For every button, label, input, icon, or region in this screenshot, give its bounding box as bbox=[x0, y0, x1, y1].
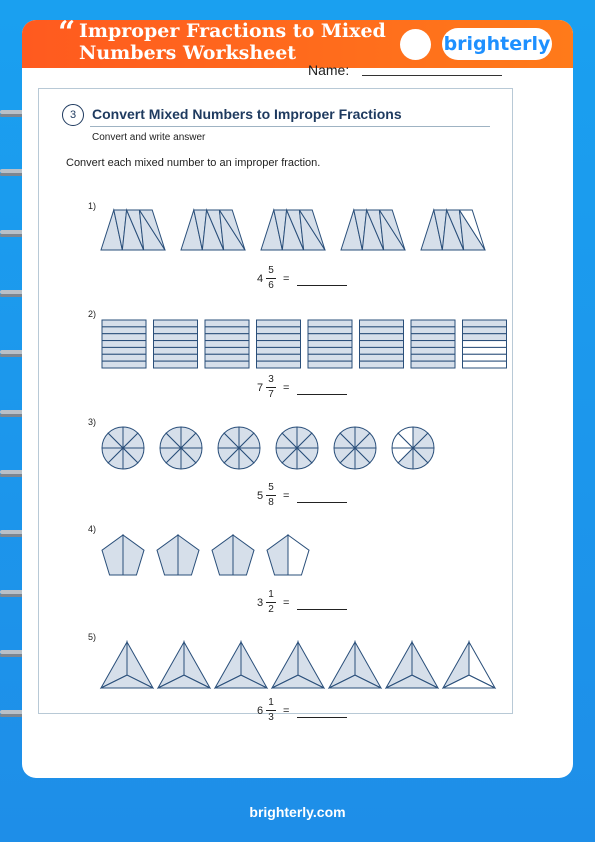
rectangle-model bbox=[360, 320, 404, 368]
rectangle-model bbox=[257, 320, 301, 368]
worksheet-title: Improper Fractions to Mixed Numbers Worksheet bbox=[79, 20, 386, 64]
mixed-number-answer bbox=[257, 697, 357, 727]
whole-number: 5 bbox=[257, 490, 264, 502]
question-label: 1) bbox=[88, 201, 97, 211]
fraction-models bbox=[0, 533, 420, 577]
circle-model bbox=[218, 427, 260, 469]
question-label: 2) bbox=[88, 309, 97, 319]
fraction-models bbox=[0, 208, 420, 252]
fraction-bar bbox=[266, 278, 276, 279]
fraction-models bbox=[0, 318, 420, 370]
numerator: 3 bbox=[268, 374, 274, 385]
triangle-model bbox=[272, 642, 324, 688]
triangle-model bbox=[101, 642, 153, 688]
numerator: 5 bbox=[268, 482, 274, 493]
numerator: 5 bbox=[268, 265, 274, 276]
name-field[interactable] bbox=[362, 75, 502, 76]
mixed-number-answer bbox=[257, 374, 357, 404]
trapezoid-model bbox=[181, 210, 245, 250]
fraction-bar bbox=[266, 387, 276, 388]
trapezoid-model bbox=[101, 210, 165, 250]
rectangle-model bbox=[463, 320, 507, 368]
question-label: 3) bbox=[88, 417, 97, 427]
name-label: Name: bbox=[308, 62, 350, 78]
triangle-model bbox=[215, 642, 267, 688]
answer-blank[interactable] bbox=[297, 609, 347, 610]
denominator: 7 bbox=[268, 389, 274, 400]
equals-sign: = bbox=[283, 597, 290, 609]
numerator: 1 bbox=[268, 697, 274, 708]
fraction bbox=[266, 589, 276, 616]
triangle-model bbox=[158, 642, 210, 688]
pentagon-model bbox=[212, 535, 254, 575]
equals-sign: = bbox=[283, 382, 290, 394]
footer-url: brighterly.com bbox=[249, 804, 346, 820]
circle-model bbox=[160, 427, 202, 469]
answer-blank[interactable] bbox=[297, 502, 347, 503]
whole-number: 7 bbox=[257, 382, 264, 394]
mixed-number-answer bbox=[257, 265, 357, 295]
whole-number: 3 bbox=[257, 597, 264, 609]
section-title: Convert Mixed Numbers to Improper Fractions bbox=[92, 106, 402, 122]
denominator: 6 bbox=[268, 280, 274, 291]
fraction-models bbox=[0, 640, 420, 690]
question-label: 4) bbox=[88, 524, 97, 534]
section-divider bbox=[90, 126, 490, 127]
equals-sign: = bbox=[283, 273, 290, 285]
header-banner bbox=[22, 20, 573, 68]
circle-model bbox=[276, 427, 318, 469]
fraction-models bbox=[0, 425, 420, 471]
fraction-bar bbox=[266, 602, 276, 603]
circle-model bbox=[334, 427, 376, 469]
trapezoid-model bbox=[341, 210, 405, 250]
section-number: 3 bbox=[62, 104, 84, 126]
rectangle-model bbox=[411, 320, 455, 368]
quote-mark-icon: “ bbox=[58, 20, 76, 50]
rectangle-model bbox=[154, 320, 198, 368]
rectangle-model bbox=[308, 320, 352, 368]
fraction bbox=[266, 374, 276, 401]
numerator: 1 bbox=[268, 589, 274, 600]
triangle-model bbox=[329, 642, 381, 688]
denominator: 2 bbox=[268, 604, 274, 615]
fraction-bar bbox=[266, 495, 276, 496]
section-subtitle: Convert and write answer bbox=[92, 132, 206, 143]
circle-model bbox=[102, 427, 144, 469]
trapezoid-model bbox=[261, 210, 325, 250]
pentagon-model bbox=[157, 535, 199, 575]
equals-sign: = bbox=[283, 705, 290, 717]
question-label: 5) bbox=[88, 632, 97, 642]
whole-number: 6 bbox=[257, 705, 264, 717]
fraction bbox=[266, 265, 276, 292]
pentagon-model bbox=[102, 535, 144, 575]
mixed-number-answer bbox=[257, 589, 357, 619]
instructions: Convert each mixed number to an improper fraction. bbox=[66, 157, 321, 169]
equals-sign: = bbox=[283, 490, 290, 502]
denominator: 8 bbox=[268, 497, 274, 508]
whole-number: 4 bbox=[257, 273, 264, 285]
denominator: 3 bbox=[268, 712, 274, 723]
answer-blank[interactable] bbox=[297, 717, 347, 718]
fraction bbox=[266, 482, 276, 509]
fraction-bar bbox=[266, 710, 276, 711]
answer-blank[interactable] bbox=[297, 285, 347, 286]
rectangle-model bbox=[102, 320, 146, 368]
mixed-number-answer bbox=[257, 482, 357, 512]
circle-model bbox=[392, 427, 434, 469]
brand-logo: brighterly bbox=[442, 28, 552, 60]
answer-blank[interactable] bbox=[297, 394, 347, 395]
pentagon-model bbox=[267, 535, 309, 575]
rectangle-model bbox=[205, 320, 249, 368]
fraction bbox=[266, 697, 276, 724]
decorative-circle bbox=[400, 29, 431, 60]
